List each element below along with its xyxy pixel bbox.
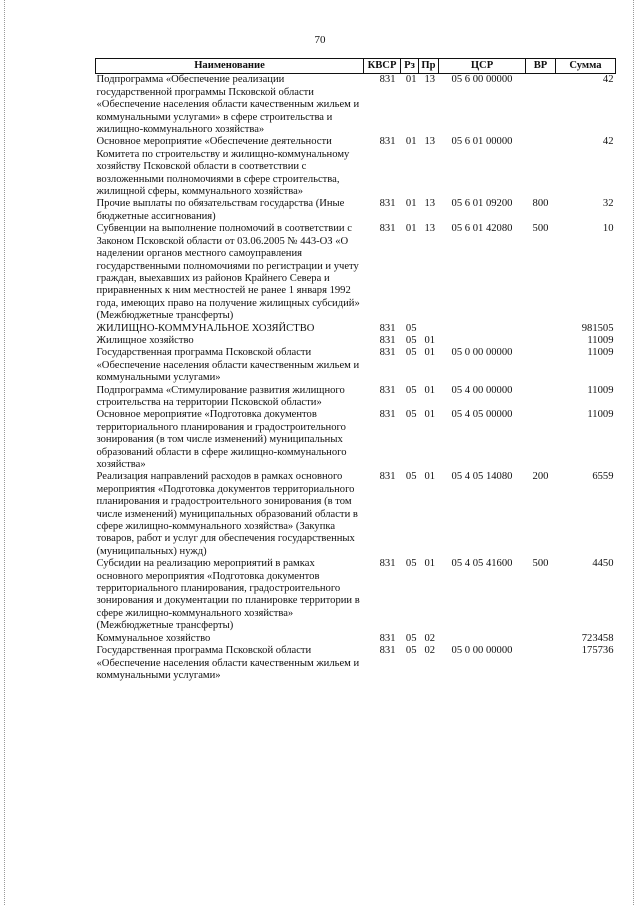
cell-sum: 42 (602, 74, 614, 86)
cell-vr (526, 74, 556, 137)
cell-sum: 11009 (587, 347, 614, 359)
cell-kvsr: 831 (379, 471, 396, 483)
cell-sum: 723458 (581, 632, 614, 644)
cell-kvsr: 831 (379, 409, 396, 421)
table-row (96, 645, 616, 682)
cell-rz: 05 (405, 347, 417, 359)
budget-table (95, 58, 616, 682)
cell-kvsr: 831 (379, 347, 396, 359)
header-pr: Пр (419, 59, 439, 74)
cell-name: Субвенции на выполнение полномочий в соответствии с Законом Псковской области от 03.06.2005 № 443-ОЗ «О наделении органов местного самоуправления государственными полномочиями по регистрации и учету граждан, выехавших из районов Крайнего Севера и приравненных к ним местностей не ранее 1 января 1992 года, имеющих право на получение жилищных субсидий» (Межбюджетные трансферты) (96, 223, 360, 322)
cell-rz: 05 (405, 322, 417, 334)
cell-sum: 32 (602, 198, 614, 210)
cell-kvsr: 831 (379, 645, 396, 657)
cell-name: Государственная программа Псковской области «Обеспечение населения области качественным жильем и коммунальными услугами» (96, 645, 360, 681)
cell-rz: 01 (405, 223, 417, 235)
cell-rz: 05 (405, 409, 417, 421)
cell-rz: 05 (405, 632, 417, 644)
cell-name: Подпрограмма «Обеспечение реализации государственной программы Псковской области «Обеспечение населения области качественным жильем и коммунальными услугами» в сфере строительства и жилищно-коммунального хозяйства» (96, 74, 360, 136)
cell-name: Жилищное хозяйство (96, 334, 194, 346)
cell-vr (526, 136, 556, 198)
cell-sum: 11009 (587, 334, 614, 346)
cell-kvsr: 831 (379, 136, 396, 148)
cell-name: Подпрограмма «Стимулирование развития жилищного строительства на территории Псковской области» (96, 384, 345, 408)
cell-pr: 02 (424, 632, 436, 644)
cell-csr: 05 0 00 00000 (451, 347, 513, 359)
table-row (96, 558, 616, 632)
cell-kvsr: 831 (379, 74, 396, 86)
cell-vr (526, 323, 556, 335)
cell-sum: 4450 (592, 558, 614, 570)
cell-vr: 500 (532, 558, 549, 570)
scan-edge-left (4, 0, 6, 905)
cell-vr: 800 (532, 198, 549, 210)
table-row (96, 335, 616, 347)
cell-rz: 01 (405, 198, 417, 210)
cell-rz: 05 (405, 471, 417, 483)
cell-csr: 05 6 01 42080 (451, 223, 513, 235)
cell-pr: 01 (424, 409, 436, 421)
cell-sum: 11009 (587, 384, 614, 396)
cell-name: Основное мероприятие «Обеспечение деятельности Комитета по строительству и жилищно-коммунальному хозяйству Псковской области в соответствии с возложенными полномочиями в сфере строительства, жилищной сферы, коммунального хозяйства» (96, 136, 350, 198)
cell-sum: 10 (602, 223, 614, 235)
table-row (96, 74, 616, 137)
cell-csr: 05 4 05 00000 (451, 409, 513, 421)
cell-vr (526, 347, 556, 384)
cell-sum: 11009 (587, 409, 614, 421)
cell-pr: 01 (424, 471, 436, 483)
table-row (96, 323, 616, 335)
cell-rz: 05 (405, 334, 417, 346)
cell-csr: 05 4 00 00000 (451, 384, 513, 396)
cell-kvsr: 831 (379, 198, 396, 210)
cell-csr: 05 4 05 14080 (451, 471, 513, 483)
cell-pr: 01 (424, 347, 436, 359)
cell-pr: 13 (424, 198, 436, 210)
cell-kvsr: 831 (379, 632, 396, 644)
cell-csr: 05 6 00 00000 (451, 74, 513, 86)
table-row (96, 136, 616, 198)
cell-csr (439, 335, 526, 347)
cell-kvsr: 831 (379, 322, 396, 334)
cell-name: Государственная программа Псковской области «Обеспечение населения области качественным жильем и коммунальными услугами» (96, 347, 360, 384)
table-header-row (96, 59, 616, 74)
cell-rz: 01 (405, 136, 417, 148)
cell-pr: 13 (424, 136, 436, 148)
cell-pr: 01 (424, 384, 436, 396)
table-row (96, 633, 616, 645)
cell-sum: 42 (602, 136, 614, 148)
cell-kvsr: 831 (379, 223, 396, 235)
cell-pr: 01 (424, 558, 436, 570)
cell-sum: 175736 (581, 645, 614, 657)
cell-pr: 13 (424, 74, 436, 86)
table-row (96, 347, 616, 384)
cell-kvsr: 831 (379, 384, 396, 396)
cell-pr: 02 (424, 645, 436, 657)
cell-rz: 05 (405, 645, 417, 657)
cell-name: Прочие выплаты по обязательствам государства (Иные бюджетные ассигнования) (96, 198, 345, 222)
cell-name: ЖИЛИЩНО-КОММУНАЛЬНОЕ ХОЗЯЙСТВО (96, 322, 315, 334)
cell-rz: 05 (405, 558, 417, 570)
cell-csr (439, 323, 526, 335)
header-rz: Рз (401, 59, 419, 74)
cell-csr: 05 6 01 00000 (451, 136, 513, 148)
cell-rz: 05 (405, 384, 417, 396)
cell-vr (526, 645, 556, 682)
cell-vr (526, 633, 556, 645)
header-sum: Сумма (556, 59, 616, 74)
table-row (96, 385, 616, 410)
cell-pr: 01 (424, 334, 436, 346)
header-csr: ЦСР (439, 59, 526, 74)
cell-name: Субсидии на реализацию мероприятий в рамках основного мероприятия «Подготовка документов территориального планирования, градостроительного зонирования и документации по планировке территории в сфере жилищно-коммунального хозяйства» (Межбюджетные трансферты) (96, 558, 360, 632)
cell-vr (526, 335, 556, 347)
cell-csr: 05 6 01 09200 (451, 198, 513, 210)
cell-rz: 01 (405, 74, 417, 86)
cell-sum: 981505 (581, 322, 614, 334)
table-row (96, 198, 616, 223)
cell-pr: 13 (424, 223, 436, 235)
cell-kvsr: 831 (379, 558, 396, 570)
cell-csr (439, 633, 526, 645)
cell-sum: 6559 (592, 471, 614, 483)
header-vr: ВР (526, 59, 556, 74)
cell-csr: 05 0 00 00000 (451, 645, 513, 657)
cell-csr: 05 4 05 41600 (451, 558, 513, 570)
cell-name: Реализация направлений расходов в рамках основного мероприятия «Подготовка документов территориального планирования и градостроительного зонирования (в том числе изменений) муниципальных образований области в сфере жилищно-коммунального хозяйства» (Закупка товаров, работ и услуг для обеспечения государственных (муниципальных) нужд) (96, 471, 358, 557)
header-kvsr: КВСР (364, 59, 401, 74)
page-number: 70 (314, 34, 326, 46)
cell-kvsr: 831 (379, 334, 396, 346)
cell-vr: 500 (532, 223, 549, 235)
cell-vr (526, 385, 556, 410)
cell-vr (526, 409, 556, 471)
table-row (96, 223, 616, 322)
header-name: Наименование (96, 59, 364, 74)
cell-name: Коммунальное хозяйство (96, 632, 211, 644)
cell-pr (419, 323, 439, 335)
cell-name: Основное мероприятие «Подготовка документов территориального планирования и градостроительного зонирования (в том числе изменений) муниципальных образований области в сфере жилищно-коммунального хозяйства» (96, 409, 347, 470)
scan-edge-right (633, 0, 635, 905)
table-row (96, 409, 616, 471)
cell-vr: 200 (532, 471, 549, 483)
table-row (96, 471, 616, 558)
